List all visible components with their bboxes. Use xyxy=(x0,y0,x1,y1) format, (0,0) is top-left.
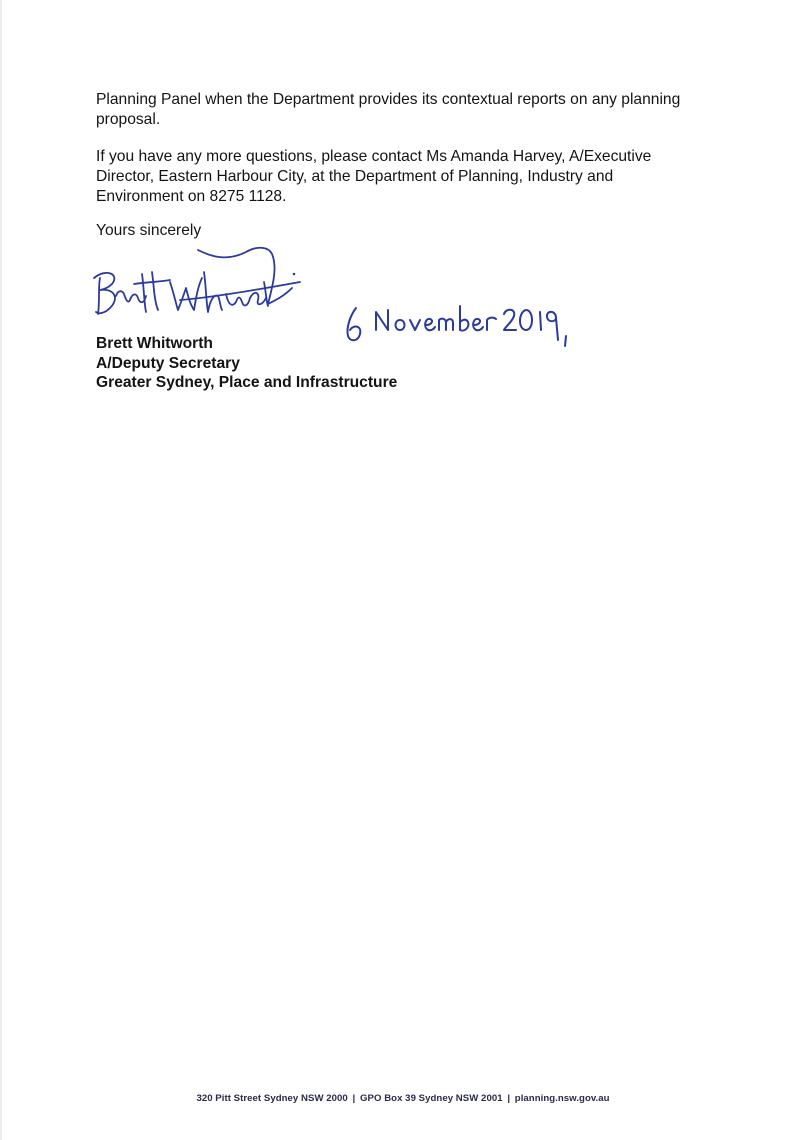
footer-contact xyxy=(0,1093,806,1104)
closing-line: Yours sincerely xyxy=(96,222,202,239)
signatory-division: Greater Sydney, Place and Infrastructure xyxy=(96,374,398,391)
signatory-block xyxy=(96,334,397,393)
body-paragraph-2: If you have any more questions, please contact Ms Amanda Harvey, A/Executive Director, Eastern Harbour City, at the Department of Planning, Industry and Environment on 8275 1128. xyxy=(96,148,652,205)
footer-website-link[interactable]: planning.nsw.gov.au xyxy=(514,1093,610,1104)
footer-separator: | xyxy=(507,1093,511,1104)
footer-address: 320 Pitt Street Sydney NSW 2000 xyxy=(196,1093,348,1104)
signatory-name: Brett Whitworth xyxy=(96,335,213,352)
handwritten-signature xyxy=(86,238,306,334)
footer-po-box: GPO Box 39 Sydney NSW 2001 xyxy=(360,1093,503,1104)
footer-separator: | xyxy=(352,1093,356,1104)
page-edge xyxy=(0,0,2,1140)
body-paragraph-1: Planning Panel when the Department provides its contextual reports on any planning proposal. xyxy=(96,91,681,128)
signatory-title: A/Deputy Secretary xyxy=(96,354,240,372)
